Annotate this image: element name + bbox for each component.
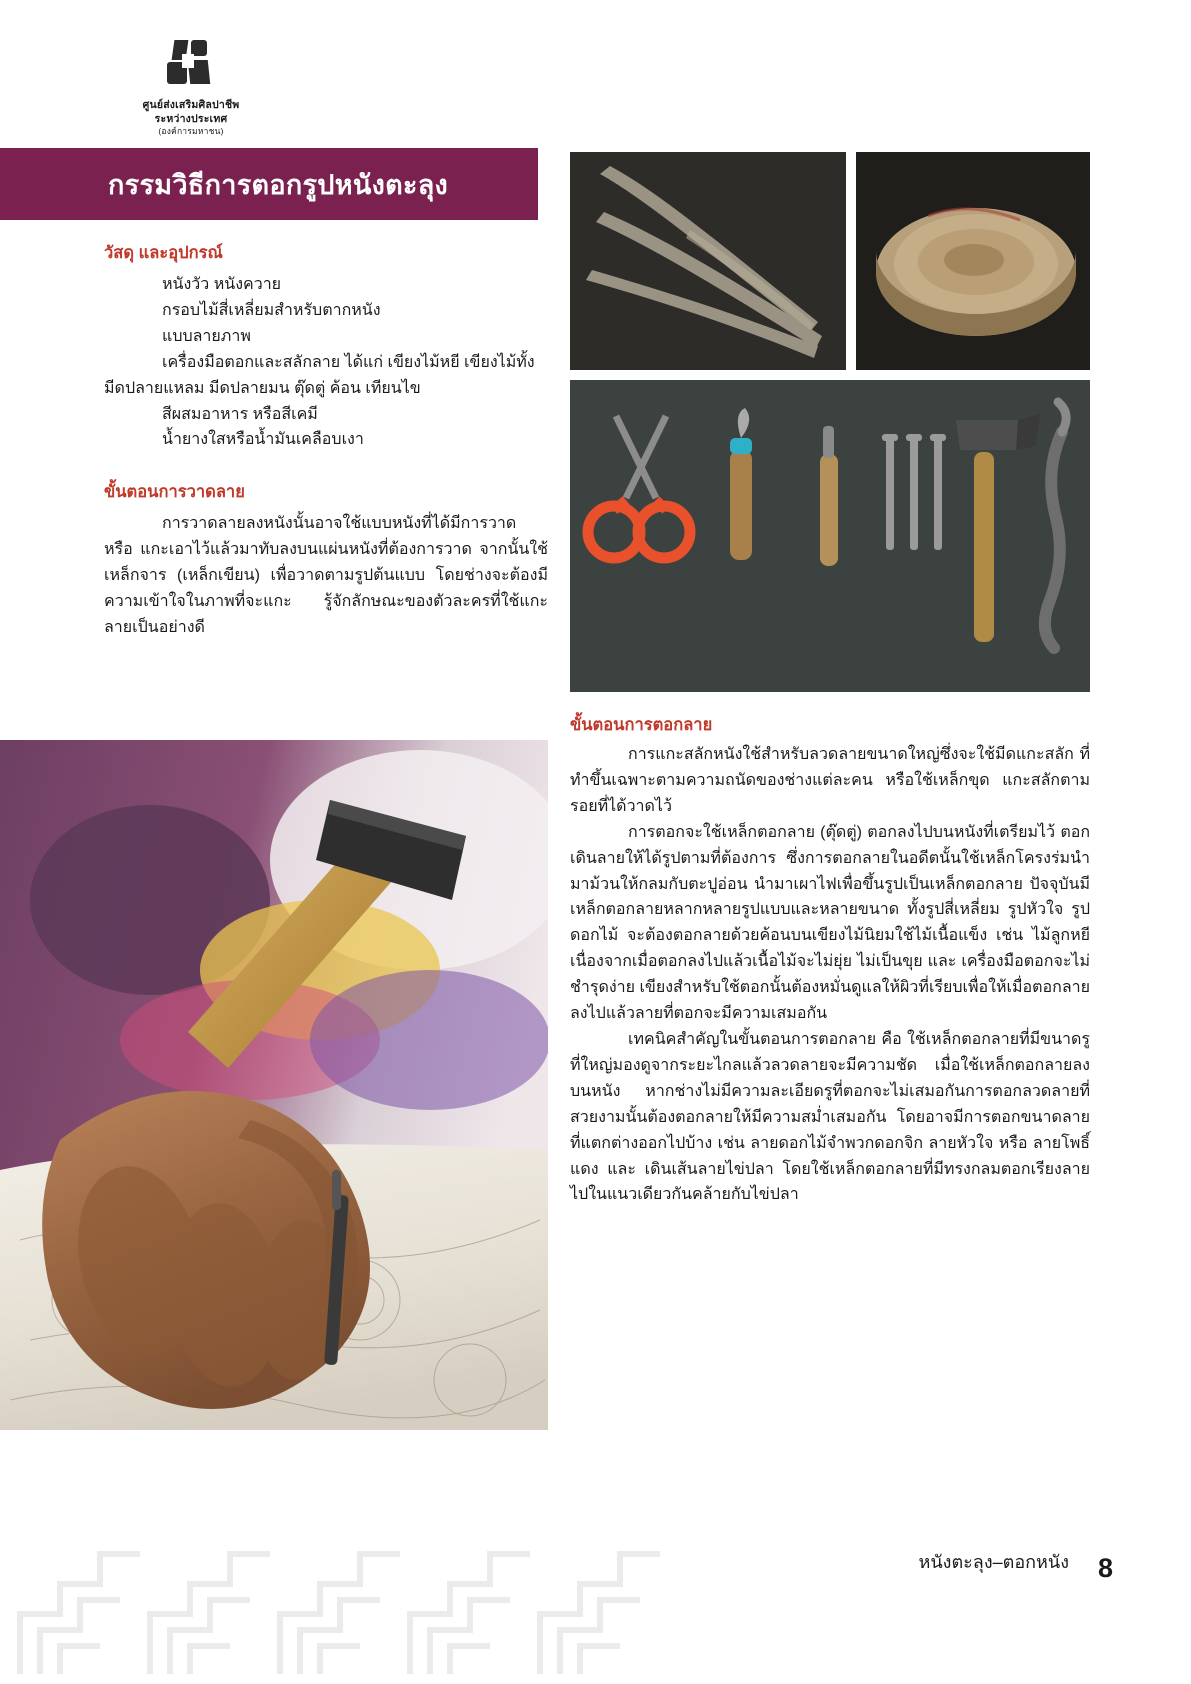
thai-pattern-decoration [0, 1474, 760, 1684]
page-title-bar [0, 148, 538, 220]
page-number: 8 [1097, 1553, 1113, 1583]
materials-section [104, 240, 548, 453]
materials-line: กรอบไม้สี่เหลี่ยมสำหรับตากหนัง [162, 301, 381, 319]
drawing-section [104, 479, 548, 641]
materials-line: สีผสมอาหาร หรือสีเคมี [162, 405, 318, 423]
footer-caption: หนังตะลุง–ตอกหนัง [918, 1552, 1069, 1572]
left-column [104, 240, 548, 667]
page-footer [0, 1434, 1191, 1684]
page-title: กรรมวิธีการตอกรูปหนังตะลุง [108, 169, 449, 200]
punching-paragraph: การแกะสลักหนังใช้สำหรับลวดลายขนาดใหญ่ซึ่งจะใช้มีดแกะสลัก ที่ทำขึ้นเฉพาะตามความถนัดของช่างแต่ละคน หรือใช้เหล็กขุด แกะสลักตามรอยที่ได้วาดไว้ [570, 746, 1090, 815]
drawing-paragraph: การวาดลายลงหนังนั้นอาจใช้แบบหนังที่ได้มีการวาด หรือ แกะเอาไว้แล้วมาทับลงบนแผ่นหนังที่ต้องการวาด จากนั้นใช้เหล็กจาร (เหล็กเขียน) เพื่อวาดตามรูปต้นแบบ โดยช่างจะต้องมีความเข้าใจในภาพที่จะแกะ รู้จักลักษณะของตัวละครที่ใช้แกะลายเป็นอย่างดี [104, 515, 548, 636]
logo-line-3: (องค์การมหาชน) [158, 126, 224, 137]
wood-block-photo [856, 152, 1090, 370]
punching-paragraph: เทคนิคสำคัญในขั้นตอนการตอกลาย คือ ใช้เหล็กตอกลายที่มีขนาดรูที่ใหญ่มองดูจากระยะไกลแล้วลวดลายจะมีความชัด เมื่อใช้เหล็กตอกลายลงบนหนัง หากช่างไม่มีความละเอียดรูที่ตอกจะไม่เสมอกันการตอกลวดลายที่สวยงามนั้นต้องตอกลายให้มีความสม่ำเสมอกัน โดยอาจมีการตอกขนาดลายที่แตกต่างออกไปบ้าง เช่น ลายดอกไม้จำพวกดอกจิก ลายหัวใจ หรือ ลายโพธิ์แดง และ เดินเส้นลายไข่ปลา โดยใช้เหล็กตอกลายที่มีทรงกลมตอกเรียงลายไปในแนวเดียวกันคล้ายกับไข่ปลา [570, 1030, 1090, 1204]
materials-list [104, 272, 548, 453]
sacict-logo-icon [165, 40, 217, 92]
drawing-heading: ขั้นตอนการวาดลาย [104, 483, 245, 502]
punching-heading: ขั้นตอนการตอกลาย [570, 716, 713, 734]
logo-line-2: ระหว่างประเทศ [154, 113, 228, 126]
materials-heading: วัสดุ และอุปกรณ์ [104, 244, 223, 262]
organization-logo [96, 40, 286, 138]
logo-text [96, 98, 286, 138]
logo-line-1: ศูนย์ส่งเสริมศิลปาชีพ [142, 99, 240, 111]
awl-tools-photo [570, 152, 846, 370]
right-column-images [570, 152, 1090, 692]
materials-line: น้ำยางใสหรือน้ำมันเคลือบเงา [162, 431, 364, 449]
materials-line: แบบลายภาพ [162, 327, 251, 345]
punching-section [570, 712, 1090, 1208]
materials-line: หนังวัว หนังควาย [162, 276, 282, 293]
craftsman-hammering-photo [0, 740, 548, 1430]
punching-paragraph: การตอกจะใช้เหล็กตอกลาย (ตุ๊ดตู่) ตอกลงไปบนหนังที่เตรียมไว้ ตอกเดินลายให้ได้รูปตามที่ต้องการ ซึ่งการตอกลายในอดีตนั้นใช้เหล็กโครงร่มนำมาม้วนให้กลมกับตะปูอ่อน นำมาเผาไฟเพื่อขึ้นรูปเป็นเหล็กตอกลาย ปัจจุบันมีเหล็กตอกลายหลากหลายรูปแบบและหลายขนาด ทั้งรูปสี่เหลี่ยม รูปหัวใจ รูปดอกไม้ จะต้องตอกลายด้วยค้อนบนเขียงไม้นิยมใช้ไม้เนื้อแข็ง เช่น ไม้ลูกหยี เนื่องจากเมื่อตอกลงไปแล้วเนื้อไม้จะไม่ยุ่ย ไม่เป็นขุย และ เครื่องมือตอกจะไม่ชำรุดง่าย เขียงสำหรับใช้ตอกนั้นต้องหมั่นดูแลให้ผิวที่เรียบเพื่อให้เมื่อตอกลายลงไปแล้วลายที่ตอกจะมีความเสมอกัน [570, 823, 1090, 1023]
tool-set-photo [570, 380, 1090, 692]
materials-line: เครื่องมือตอกและสลักลาย ได้แก่ เขียงไม้หยี เขียงไม้ทั้ง มีดปลายแหลม มีดปลายมน ตุ๊ดตู่ ค้อน เทียนไข [104, 353, 535, 397]
